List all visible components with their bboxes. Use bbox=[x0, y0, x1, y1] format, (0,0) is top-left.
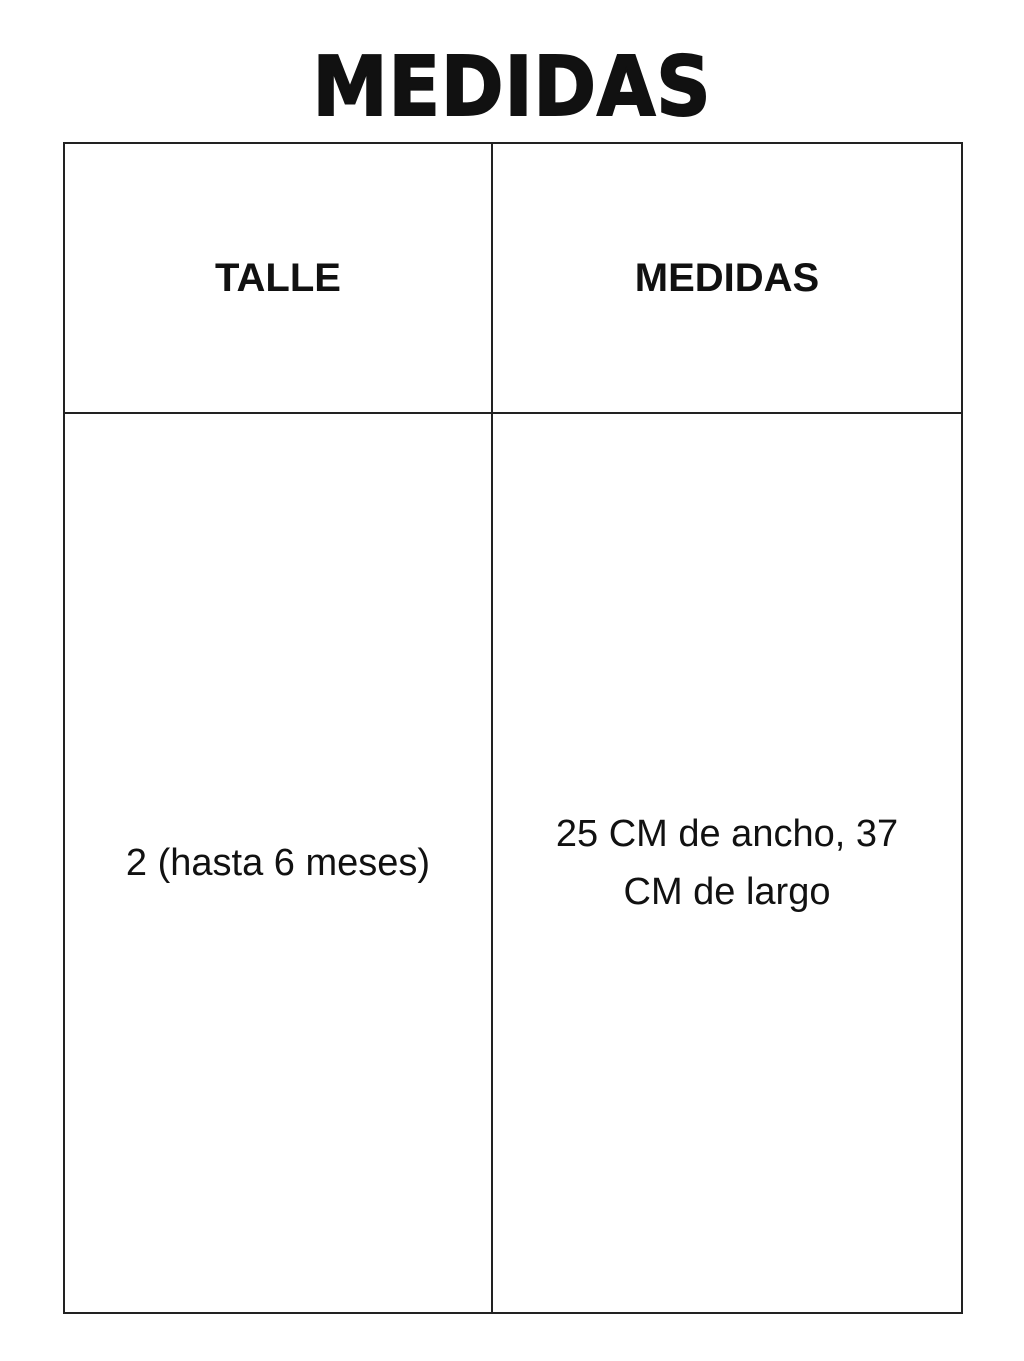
page-title: MEDIDAS bbox=[312, 40, 712, 135]
header-medidas: MEDIDAS bbox=[492, 143, 962, 413]
table-header-row bbox=[64, 143, 962, 413]
table-row bbox=[64, 413, 962, 1313]
size-table bbox=[63, 142, 963, 1314]
cell-talle: 2 (hasta 6 meses) bbox=[64, 413, 492, 1313]
header-talle: TALLE bbox=[64, 143, 492, 413]
cell-medidas: 25 CM de ancho, 37 CM de largo bbox=[492, 413, 962, 1313]
